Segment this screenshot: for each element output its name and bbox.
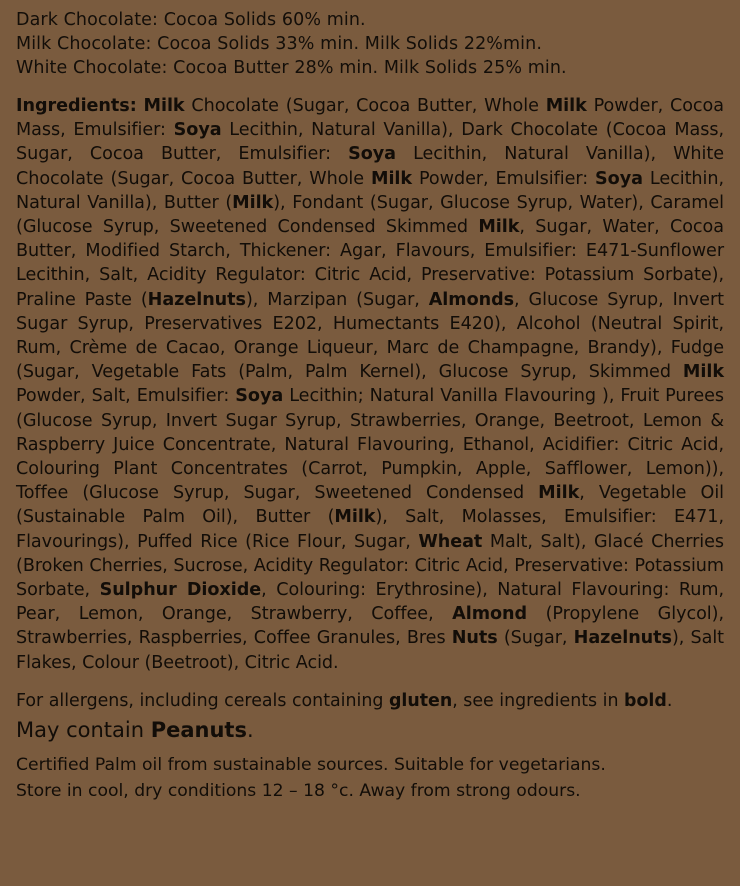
- may-contain-suffix: .: [246, 717, 254, 742]
- allergen-term: Soya: [235, 386, 284, 407]
- allergen-term: Milk: [545, 96, 587, 116]
- allergen-term: Milk: [232, 192, 274, 213]
- may-contain-notice: [16, 716, 724, 744]
- ingredients-body: Milk Chocolate (Sugar, Cocoa Butter, Whole Milk Powder, Cocoa Mass, Emulsifier: Soya Lecithin, Natural Vanilla), Dark Chocolate (Cocoa Mass, Sugar, Cocoa Butter, Emulsifier: Soya Lecithin, Natural Vanilla), White Chocolate (Sugar, Cocoa Butter, Whole Milk Powder, Emulsifier: Soya Lecithin, Natural Vanilla), Butter (Milk), Fondant (Sugar, Glucose Syrup, Water), Caramel (Glucose Syrup, Sweetened Condensed Skimmed Milk, Sugar, Water, Cocoa Butter, Modified Starch, Thickener: Agar, Flavours, Emulsifier: E471-Sunflower Lecithin, Salt, Acidity Regulator: Citric Acid, Preservative: Potassium Sorbate), Praline Paste (Hazelnuts), Marzipan (Sugar, Almonds, Glucose Syrup, Invert Sugar Syrup, Preservatives E202, Humectants E420), Alcohol (Neutral Spirit, Rum, Crème de Cacao, Orange Liqueur, Marc de Champagne, Brandy), Fudge (Sugar, Vegetable Fats (Palm, Palm Kernel), Glucose Syrup, Skimmed Milk Powder, Salt, Emulsifier: Soya Lecithin; Natural Vanilla Flavouring ), Fruit Purees (Glucose Syrup, Invert Sugar Syrup, Strawberries, Orange, Beetroot, Lemon & Raspberry Juice Concentrate, Natural Flavouring, Ethanol, Acidifier: Citric Acid, Colouring Plant Concentrates (Carrot, Pumpkin, Apple, Safflower, Lemon)), Toffee (Glucose Syrup, Sugar, Sweetened Condensed Milk, Vegetable Oil (Sustainable Palm Oil), Butter (Milk), Salt, Molasses, Emulsifier: E471, Flavourings), Puffed Rice (Rice Flour, Sugar, Wheat Malt, Salt), Glacé Cherries (Broken Cherries, Sucrose, Acidity Regulator: Citric Acid, Preservative: Potassium Sorbate, Sulphur Dioxide, Colouring: Erythrosine), Natural Flavouring: Rum, Pear, Lemon, Orange, Strawberry, Coffee, Almond (Propylene Glycol), Strawberries, Raspberries, Coffee Granules, Bres Nuts (Sugar, Hazelnuts), Salt Flakes, Colour (Beetroot), Citric Acid.: [16, 96, 725, 673]
- allergen-term: Wheat: [418, 531, 483, 552]
- allergen-term: Milk: [478, 217, 520, 238]
- allergen-notice-bold-word: bold: [624, 690, 667, 711]
- palm-oil-statement: Certified Palm oil from sustainable sources. Suitable for vegetarians.: [16, 754, 606, 775]
- cocoa-statement-milk: Milk Chocolate: Cocoa Solids 33% min. Milk Solids 22%min.: [16, 34, 542, 54]
- allergen-term: Nuts: [451, 628, 498, 649]
- cocoa-statements-block: [16, 8, 724, 80]
- cocoa-statement-white: White Chocolate: Cocoa Butter 28% min. Milk Solids 25% min.: [16, 58, 567, 78]
- allergen-term: Almond: [452, 604, 528, 625]
- allergen-notice: [16, 689, 724, 714]
- allergen-term: Milk: [370, 168, 413, 189]
- allergen-term: Hazelnuts: [573, 628, 672, 649]
- allergen-term: Milk: [334, 507, 376, 528]
- allergen-notice-suffix: .: [666, 690, 673, 711]
- allergen-term: Milk: [143, 96, 185, 116]
- ingredients-heading: Ingredients:: [16, 96, 137, 116]
- allergen-term: Almonds: [428, 289, 515, 310]
- cocoa-statement-dark: Dark Chocolate: Cocoa Solids 60% min.: [16, 10, 366, 30]
- allergen-term: Soya: [173, 120, 222, 141]
- allergen-notice-prefix: For allergens, including cereals containing: [16, 690, 389, 711]
- allergen-notice-middle: , see ingredients in: [452, 690, 625, 711]
- may-contain-peanuts: Peanuts: [150, 717, 247, 742]
- storage-statement: Store in cool, dry conditions 12 – 18 °c. Away from strong odours.: [16, 780, 581, 801]
- allergen-term: Soya: [348, 144, 396, 165]
- ingredients-paragraph: [16, 94, 724, 675]
- allergen-notice-gluten: gluten: [388, 690, 453, 711]
- allergen-term: Milk: [682, 362, 724, 383]
- allergen-term: Sulphur Dioxide: [99, 580, 262, 601]
- may-contain-prefix: May contain: [16, 717, 151, 742]
- allergen-term: Milk: [538, 483, 580, 504]
- allergen-term: Hazelnuts: [147, 289, 246, 310]
- allergen-term: Soya: [595, 168, 643, 189]
